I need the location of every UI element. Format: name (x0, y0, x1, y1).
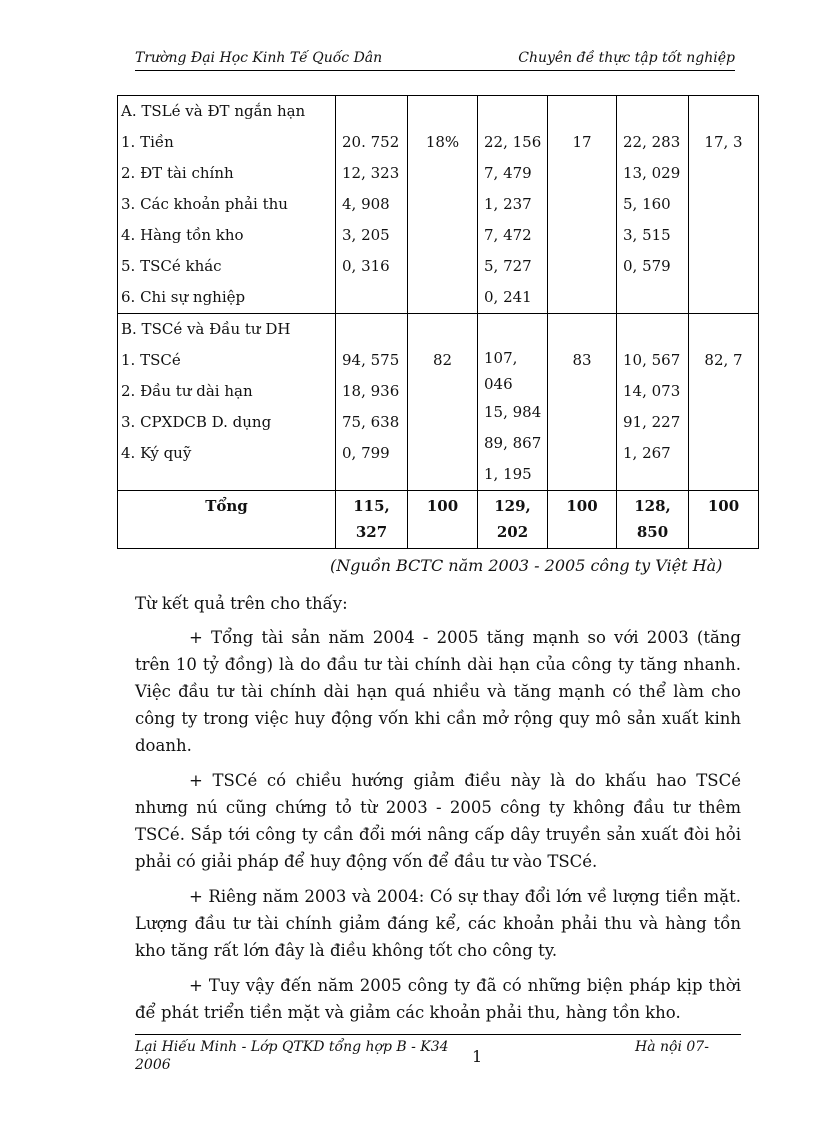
body-paragraph: + Tổng tài sản năm 2004 - 2005 tăng mạnh so với 2003 (tăng trên 10 tỷ đồng) là do đầu tư tài chính dài hạn của công ty tăng nhanh. Việc đầu tư tài chính dài hạn quá nhiều và tăng mạnh có thể làm cho công ty trong việc huy động vốn khi cần mở rộng quy mô sản xuất kinh doanh. (135, 628, 741, 755)
table-cell (623, 96, 688, 127)
asset-table (117, 95, 759, 549)
body-paragraph: + TSCé có chiều hướng giảm điều này là do khấu hao TSCé nhưng nú cũng chứng tỏ từ 2003 - 2005 công ty không đầu tư thêm TSCé. Sắp tới công ty cần đổi mới nâng cấp dây truyền sản xuất đòi hỏi phải có giải pháp để huy động vốn để đầu tư vào TSCé. (135, 771, 741, 871)
table-cell: 0, 316 (342, 257, 390, 275)
total-col2-line1: 129, (494, 497, 531, 515)
table-cell: 10, 567 (623, 351, 681, 369)
table-cell: 18, 936 (342, 382, 400, 400)
section-b-col3 (617, 314, 688, 469)
total-pct2: 100 (566, 497, 598, 515)
section-b-pct1: 82 (432, 351, 453, 369)
table-cell (484, 314, 547, 345)
table-cell: 3, 205 (342, 226, 390, 244)
table-cell: 4, 908 (342, 195, 390, 213)
table-cell: 2. ĐT tài chính (121, 164, 234, 182)
table-cell: 15, 984 (484, 403, 542, 421)
section-a-pct1: 18% (425, 133, 460, 151)
table-cell (342, 314, 407, 345)
section-a-col1 (336, 96, 407, 282)
table-cell: 4. Hàng tồn kho (121, 226, 244, 244)
table-cell: 12, 323 (342, 164, 400, 182)
table-cell: 91, 227 (623, 413, 681, 431)
table-cell: 89, 867 (484, 434, 542, 452)
total-pct3: 100 (707, 497, 740, 515)
table-cell (623, 314, 688, 345)
section-b-labels (118, 314, 335, 469)
body-paragraph: + Tuy vậy đến năm 2005 công ty đã có những biện pháp kịp thời để phát triển tiền mặt và giảm các khoản phải thu, hàng tồn kho. (135, 976, 741, 1022)
table-cell (342, 96, 407, 127)
table-cell: B. TSCé và Đầu tư DH (121, 320, 291, 338)
total-col3-line1: 128, (634, 497, 671, 515)
table-cell: 20. 752 (342, 133, 400, 151)
table-cell: 3. CPXDCB D. dụng (121, 413, 272, 431)
table-cell: 22, 156 (484, 133, 542, 151)
table-cell: 1, 237 (484, 195, 532, 213)
table-cell: 1. TSCé (121, 351, 181, 369)
body-paragraph: + Riêng năm 2003 và 2004: Có sự thay đổi lớn về lượng tiền mặt. Lượng đầu tư tài chính giảm đáng kể, các khoản phải thu và hàng tồn kho tăng rất lớn đây là điều không tốt cho công ty. (135, 887, 741, 960)
footer-author: Lại Hiếu Minh - Lớp QTKD tổng hợp B - K34 (135, 1039, 449, 1055)
table-cell: 4. Ký quỹ (121, 444, 192, 462)
table-cell: 046 (484, 375, 513, 393)
header-school: Trường Đại Học Kinh Tế Quốc Dân (135, 50, 383, 66)
total-col3-line2: 850 (636, 523, 669, 541)
table-cell: 107, (484, 349, 518, 367)
section-b-col1 (336, 314, 407, 469)
table-cell: 0, 799 (342, 444, 390, 462)
section-a-pct2: 17 (572, 133, 592, 151)
section-a-pct3: 17, 3 (704, 133, 743, 151)
section-b-pct2: 83 (572, 351, 592, 369)
table-cell: 94, 575 (342, 351, 400, 369)
header-title: Chuyên đề thực tập tốt nghiệp (518, 50, 735, 66)
section-b-pct3: 82, 7 (704, 351, 743, 369)
body-text (135, 590, 741, 1034)
section-a-labels (118, 96, 335, 313)
total-col2-line2: 202 (496, 523, 529, 541)
table-cell: 5, 160 (623, 195, 671, 213)
table-cell: 1, 195 (484, 465, 532, 483)
footer-year: 2006 (135, 1057, 171, 1073)
table-cell: 6. Chi sự nghiệp (121, 288, 246, 306)
source-note: (Nguồn BCTC năm 2003 - 2005 công ty Việt Hà) (330, 556, 723, 575)
table-cell: 13, 029 (623, 164, 681, 182)
table-cell: 7, 472 (484, 226, 532, 244)
section-b-row (118, 314, 759, 491)
table-cell (484, 96, 547, 127)
footer-place-date: Hà nội 07- (635, 1039, 709, 1055)
section-a-col3 (617, 96, 688, 282)
page-footer (135, 1034, 741, 1079)
table-cell: 5, 727 (484, 257, 532, 275)
section-b-col2 (478, 314, 547, 490)
body-intro: Từ kết quả trên cho thấy: (135, 594, 348, 613)
section-a-col2 (478, 96, 547, 313)
table-cell: 0, 579 (623, 257, 671, 275)
table-cell: A. TSLé và ĐT ngắn hạn (121, 102, 306, 120)
table-cell: 75, 638 (342, 413, 400, 431)
page-header (135, 50, 735, 71)
section-a-row (118, 96, 759, 314)
table-cell: 7, 479 (484, 164, 532, 182)
total-pct1: 100 (426, 497, 459, 515)
total-row (118, 491, 759, 549)
total-label: Tổng (205, 497, 248, 515)
table-cell: 1, 267 (623, 444, 671, 462)
table-cell: 3, 515 (623, 226, 671, 244)
table-cell: 22, 283 (623, 133, 681, 151)
table-cell: 2. Đầu tư dài hạn (121, 382, 253, 400)
table-cell: 3. Các khoản phải thu (121, 195, 288, 213)
page-number: 1 (472, 1047, 483, 1066)
table-cell: 14, 073 (623, 382, 681, 400)
table-cell: 0, 241 (484, 288, 532, 306)
table-cell: 5. TSCé khác (121, 257, 222, 275)
table-cell: 1. Tiền (121, 133, 174, 151)
total-col1: 115, 327 (353, 497, 390, 541)
